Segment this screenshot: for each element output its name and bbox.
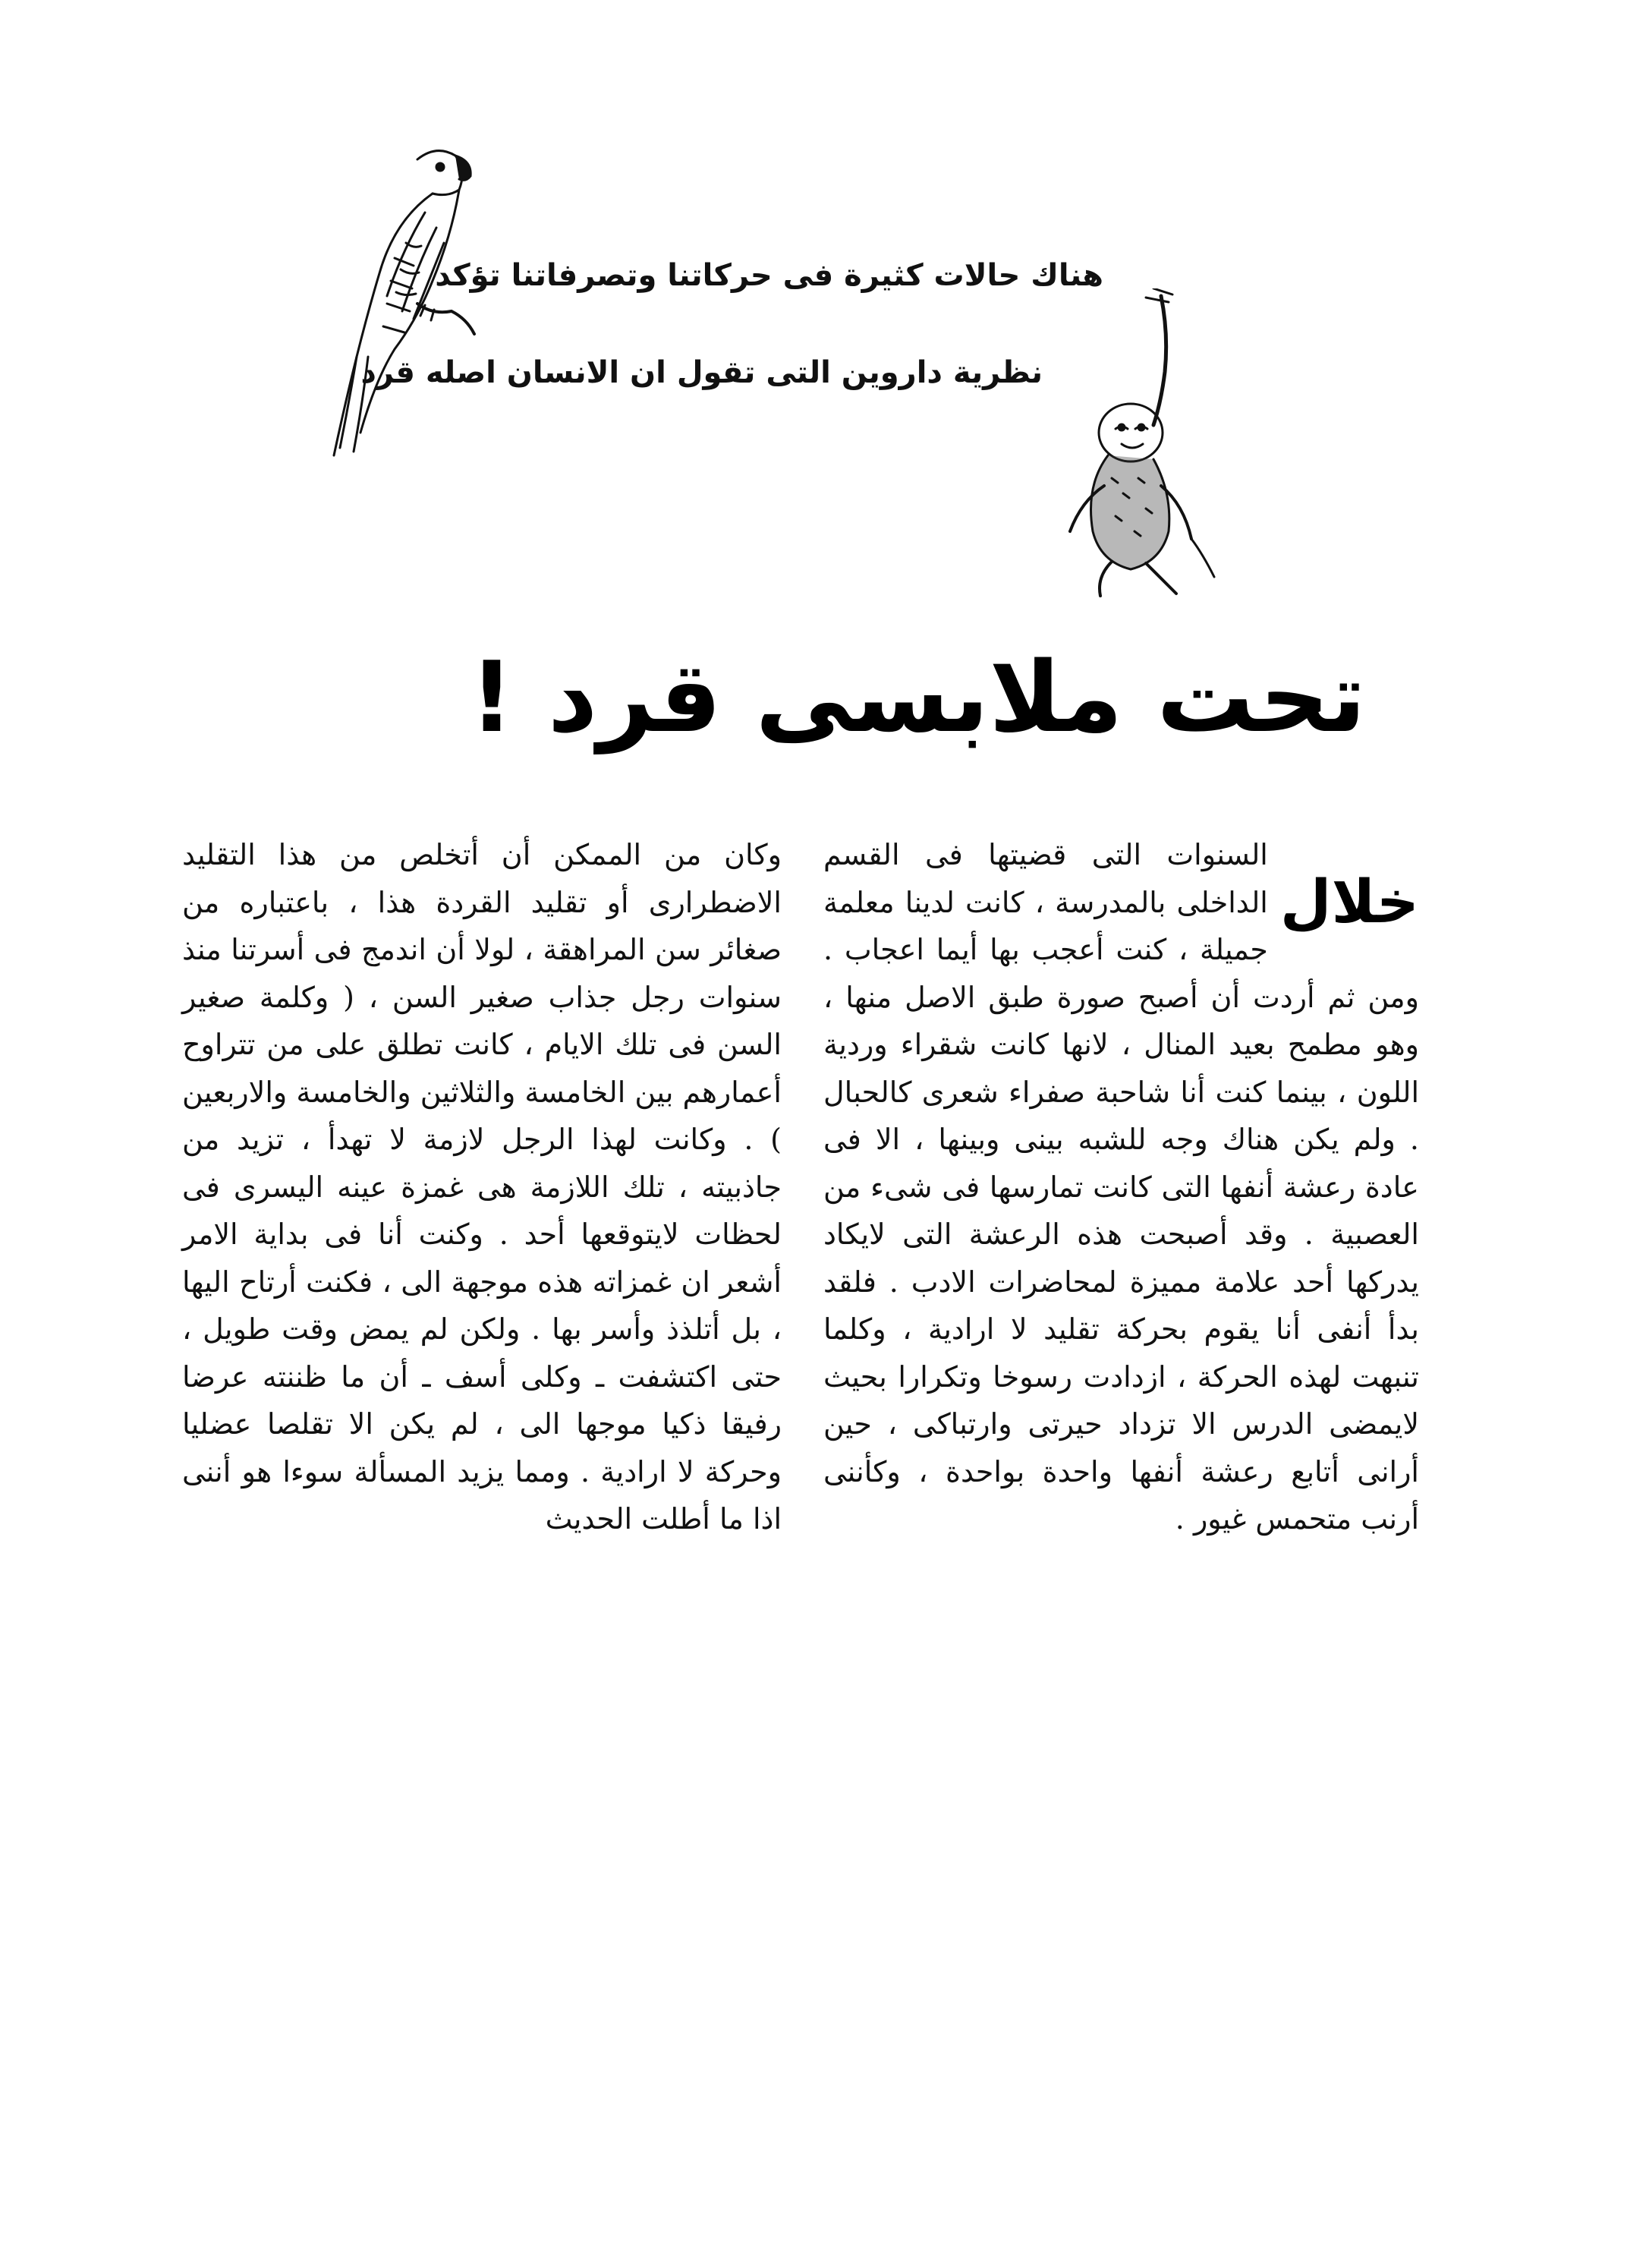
article-column-left xyxy=(182,831,782,1543)
monkey-illustration xyxy=(1040,288,1229,600)
article-dropcap: خلال xyxy=(1279,868,1419,937)
article-column-right xyxy=(823,831,1419,1543)
article-paragraph-1: السنوات التى قضيتها فى القسم الداخلى بالمدرسة ، كانت لدينا معلمة جميلة ، كنت أعجب بها أيما اعجاب . ومن ثم أردت أن أصبح صورة طبق الاصل منها ، وهو مطمح بعيد المنال ، لانها كانت شقراء وردية اللون ، بينما كنت أنا شاحبة صفراء شعرى كالحبال . ولم يكن هناك وجه للشبه بينى وبينها ، الا فى عادة رعشة أنفها التى كانت تمارسها فى شىء من العصبية . وقد أصبحت هذه الرعشة التى لايكاد يدركها أحد علامة مميزة لمحاضرات الادب . فلقد بدأ أنفى أنا يقوم بحركة تقليد لا ارادية ، وكلما تنبهت لهذه الحركة ، ازدادت رسوخا وتكرارا بحيث لايمضى الدرس الا تزداد حيرتى وارتباكى ، حين أرانى أتابع رعشة أنفها واحدة بواحدة ، وكأننى أرنب متحمس غيور . xyxy=(823,838,1419,1536)
intro-line-2: نظرية داروين التى تقول ان الانسان اصله قرد xyxy=(360,355,1043,390)
parrot-illustration xyxy=(304,129,478,463)
article-paragraph-2: وكان من الممكن أن أتخلص من هذا التقليد الاضطرارى أو تقليد القردة هذا ، باعتباره من صغائر سن المراهقة ، لولا أن اندمج فى أسرتنا منذ سنوات رجل جذاب صغير السن ، ( وكلمة صغير السن فى تلك الايام ، كانت تطلق على من تتراوح أعمارهم بين الخامسة والثلاثين والخامسة والاربعين ) . وكانت لهذا الرجل لازمة لا تهدأ ، تزيد من جاذبيته ، تلك اللازمة هى غمزة عينه اليسرى فى لحظات لايتوقعها أحد . وكنت أنا فى بداية الامر أشعر ان غمزاته هذه موجهة الى ، فكنت أرتاح اليها ، بل أتلذذ وأسر بها . ولكن لم يمض وقت طويل ، حتى اكتشفت ـ وكلى أسف ـ أن ما ظننته عرضا رفيقا ذكيا موجها الى ، لم يكن الا تقلصا عضليا وحركة لا ارادية . ومما يزيد المسألة سوءا هو أننى اذا ما أطلت الحديث xyxy=(182,838,782,1536)
intro-line-1: هناك حالات كثيرة فى حركاتنا وتصرفاتنا تؤكد xyxy=(435,258,1103,293)
article-title: تحت ملابسى قرد ! xyxy=(469,641,1366,754)
